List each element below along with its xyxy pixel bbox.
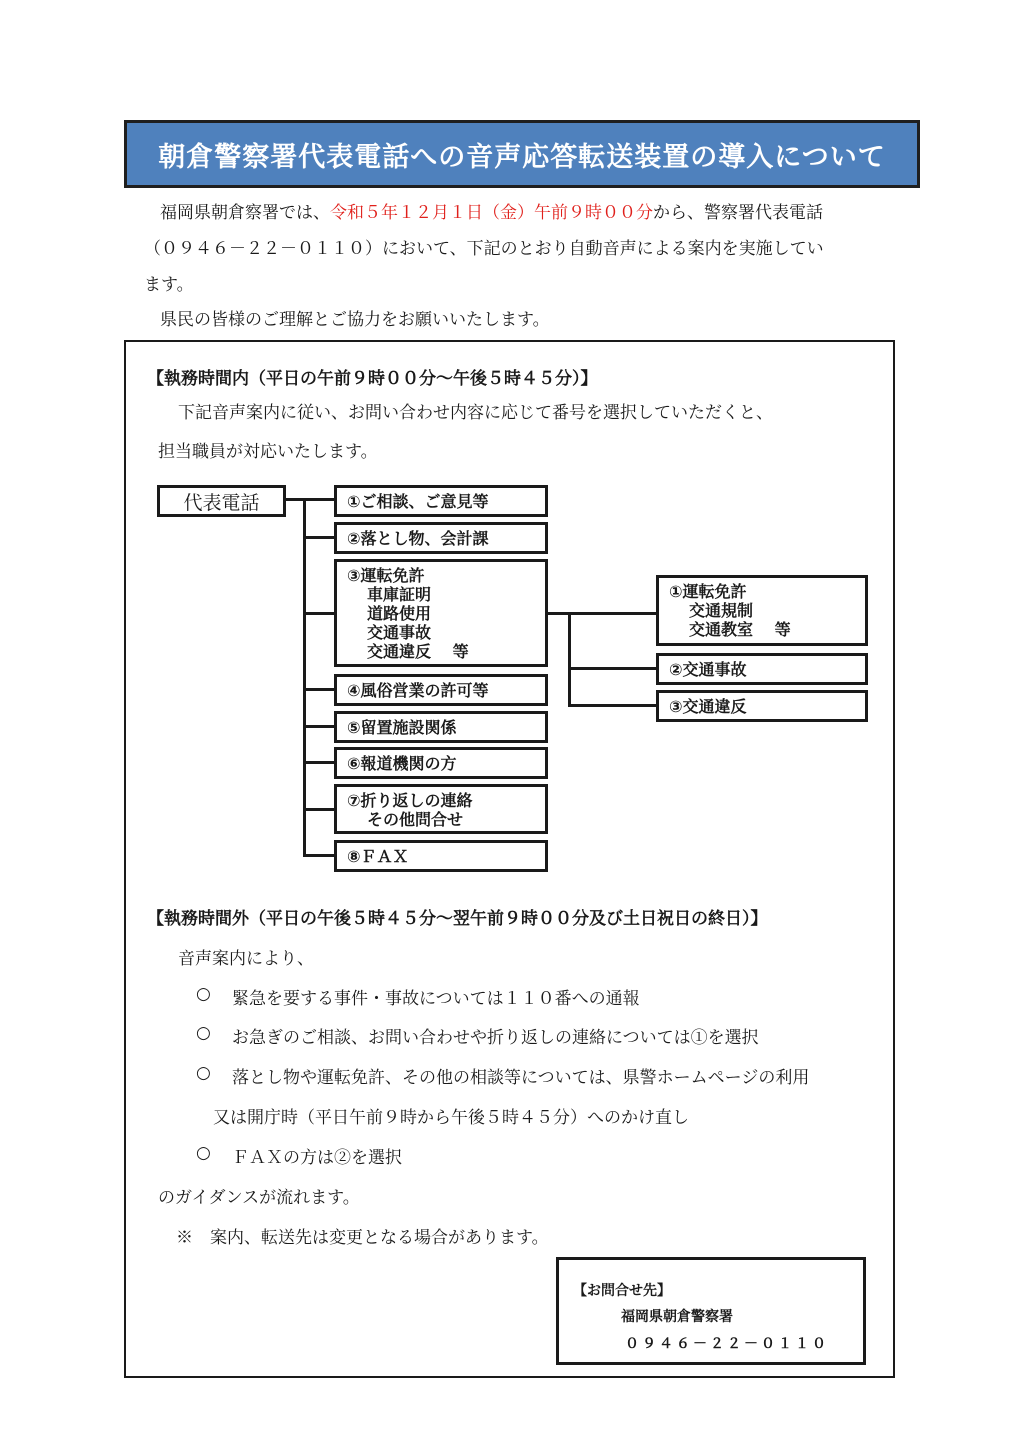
- connector: [303, 536, 336, 539]
- connector: [568, 612, 571, 706]
- option-7-box: [334, 784, 548, 834]
- intro-text: から、警察署代表電話: [653, 203, 823, 223]
- sub-option-1-line: 交通教室 等: [689, 620, 791, 639]
- connector: [568, 667, 656, 670]
- option-1-box: ①ご相談、ご意見等: [334, 485, 548, 517]
- option-8-box: ⑧ＦＡＸ: [334, 840, 548, 872]
- connector: [548, 612, 656, 615]
- bullet-icon: ○: [196, 1143, 211, 1163]
- option-3-line: ③運転免許: [347, 566, 425, 585]
- intro-line-1: [160, 203, 823, 223]
- intro-line-4: 県民の皆様のご理解とご協力をお願いいたします。: [160, 310, 550, 330]
- sub-option-1-line: 交通規制: [689, 601, 754, 620]
- sub-option-2-box: ②交通事故: [656, 653, 868, 685]
- connector: [303, 854, 336, 857]
- connector: [303, 612, 336, 615]
- start-date: 令和５年１２月１日（金）午前９時００分: [330, 203, 653, 223]
- after-hours-intro: 音声案内により、: [178, 949, 314, 969]
- after-hours-item: ＦＡＸの方は②を選択: [232, 1148, 402, 1168]
- contact-name: 福岡県朝倉警察署: [621, 1309, 733, 1325]
- contact-heading: 【お問合せ先】: [573, 1283, 671, 1299]
- intro-text: 福岡県朝倉察署では、: [160, 203, 330, 223]
- connector: [303, 688, 336, 691]
- bullet-icon: ○: [196, 1063, 211, 1083]
- root-phone-box: 代表電話: [157, 485, 286, 517]
- option-3-line: 交通事故: [367, 623, 432, 642]
- connector: [568, 704, 656, 707]
- option-7-line: その他問合せ: [367, 810, 464, 829]
- connector: [303, 808, 336, 811]
- title-banner: [124, 120, 920, 188]
- option-3-line: 道路使用: [367, 604, 432, 623]
- option-6-box: ⑥報道機関の方: [334, 747, 548, 779]
- after-hours-item: 落とし物や運転免許、その他の相談等については、県警ホームページの利用: [232, 1068, 810, 1088]
- after-hours-item-continued: 又は開庁時（平日午前９時から午後５時４５分）へのかけ直し: [213, 1108, 689, 1128]
- sub-option-3-box: ③交通違反: [656, 690, 868, 722]
- sub-option-1-line: ①運転免許: [669, 582, 747, 601]
- option-5-box: ⑤留置施設関係: [334, 711, 548, 743]
- after-hours-heading: 【執務時間外（平日の午後５時４５分～翌午前９時００分及び土日祝日の終日）】: [147, 909, 768, 929]
- sub-option-1-box: [656, 575, 868, 646]
- option-3-line: 交通違反 等: [367, 642, 469, 661]
- after-hours-item: 緊急を要する事件・事故については１１０番への通報: [232, 989, 640, 1009]
- contact-phone: ０９４６－２２－０１１０: [625, 1336, 829, 1352]
- bullet-icon: ○: [196, 984, 211, 1004]
- connector: [286, 498, 336, 501]
- contact-box: [556, 1257, 866, 1365]
- page-title: 朝倉警察署代表電話への音声応答転送装置の導入について: [158, 141, 886, 173]
- change-note: ※ 案内、転送先は変更となる場合があります。: [176, 1228, 549, 1248]
- during-hours-text-2: 担当職員が対応いたします。: [158, 442, 378, 462]
- connector: [303, 498, 306, 856]
- option-2-box: ②落とし物、会計課: [334, 522, 548, 554]
- option-7-line: ⑦折り返しの連絡: [347, 791, 473, 810]
- connector: [303, 761, 336, 764]
- intro-line-2: （０９４６－２２－０１１０）において、下記のとおり自動音声による案内を実施してい: [144, 239, 824, 259]
- option-3-line: 車庫証明: [367, 585, 432, 604]
- after-hours-closing: のガイダンスが流れます。: [158, 1188, 360, 1208]
- option-4-box: ④風俗営業の許可等: [334, 674, 548, 706]
- during-hours-heading: 【執務時間内（平日の午前９時００分～午後５時４５分）】: [147, 369, 598, 389]
- intro-line-3: ます。: [144, 275, 194, 295]
- after-hours-item: お急ぎのご相談、お問い合わせや折り返しの連絡については①を選択: [232, 1028, 759, 1048]
- option-3-box: [334, 559, 548, 667]
- during-hours-text-1: 下記音声案内に従い、お問い合わせ内容に応じて番号を選択していただくと、: [178, 403, 773, 423]
- bullet-icon: ○: [196, 1023, 211, 1043]
- connector: [303, 725, 336, 728]
